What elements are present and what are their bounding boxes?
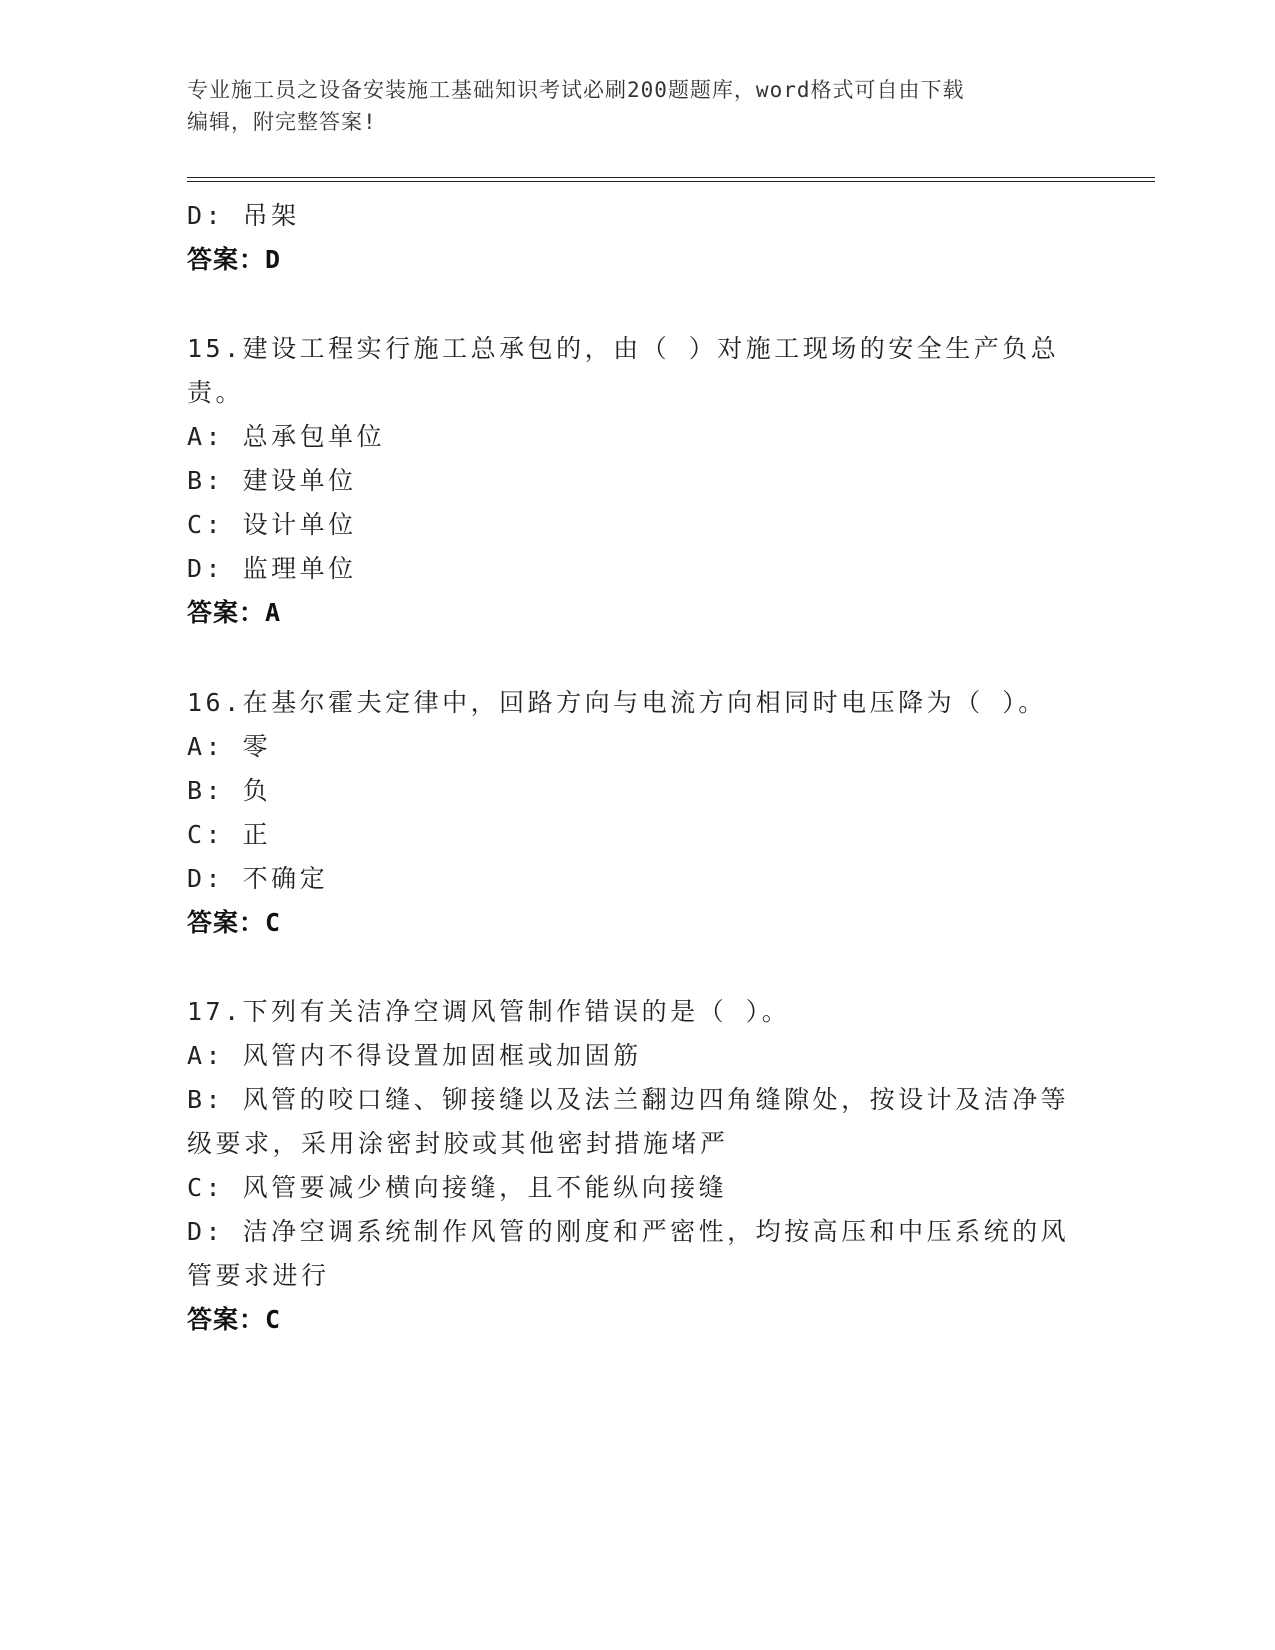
document-header-line-2: 编辑，附完整答案! xyxy=(187,110,377,134)
q17-answer xyxy=(187,1300,280,1336)
q15-option-a: A: 总承包单位 xyxy=(187,422,386,451)
q15-answer xyxy=(187,593,280,629)
document-header-line-1: 专业施工员之设备安装施工基础知识考试必刷200题题库，word格式可自由下载 xyxy=(187,78,965,102)
q15-option-c: C: 设计单位 xyxy=(187,510,357,539)
q17-option-a: A: 风管内不得设置加固框或加固筋 xyxy=(187,1041,642,1070)
answer-label: 答案： xyxy=(187,908,266,937)
header-rule-top xyxy=(187,177,1155,178)
header-rule-bottom xyxy=(187,181,1155,182)
q16-option-a: A: 零 xyxy=(187,732,272,761)
q16-stem-line-1: 16.在基尔霍夫定律中，回路方向与电流方向相同时电压降为（ ）。 xyxy=(187,688,1047,717)
q16-option-c: C: 正 xyxy=(187,820,272,849)
q17-option-b-line-2: 级要求，采用涂密封胶或其他密封措施堵严 xyxy=(187,1129,729,1158)
answer-value: C xyxy=(265,1305,281,1334)
q17-option-c: C: 风管要减少横向接缝，且不能纵向接缝 xyxy=(187,1173,728,1202)
answer-value: D xyxy=(265,245,281,274)
q15-option-d: D: 监理单位 xyxy=(187,554,357,583)
answer-label: 答案： xyxy=(187,598,266,627)
q16-answer xyxy=(187,903,280,939)
q15-stem-line-1: 15.建设工程实行施工总承包的，由（ ）对施工现场的安全生产负总 xyxy=(187,334,1060,363)
q15-option-b: B: 建设单位 xyxy=(187,466,357,495)
answer-value: A xyxy=(265,598,281,627)
q16-option-b: B: 负 xyxy=(187,776,272,805)
q17-option-d-line-2: 管要求进行 xyxy=(187,1261,330,1290)
q15-stem-line-2: 责。 xyxy=(187,378,245,407)
prev-option-d: D: 吊架 xyxy=(187,201,300,230)
answer-label: 答案： xyxy=(187,1305,266,1334)
q17-stem-line-1: 17.下列有关洁净空调风管制作错误的是（ ）。 xyxy=(187,997,791,1026)
q16-option-d: D: 不确定 xyxy=(187,864,329,893)
answer-value: C xyxy=(265,908,281,937)
prev-answer xyxy=(187,240,280,276)
answer-label: 答案： xyxy=(187,245,266,274)
q17-option-d-line-1: D: 洁净空调系统制作风管的刚度和严密性，均按高压和中压系统的风 xyxy=(187,1217,1070,1246)
q17-option-b-line-1: B: 风管的咬口缝、铆接缝以及法兰翻边四角缝隙处，按设计及洁净等 xyxy=(187,1085,1070,1114)
